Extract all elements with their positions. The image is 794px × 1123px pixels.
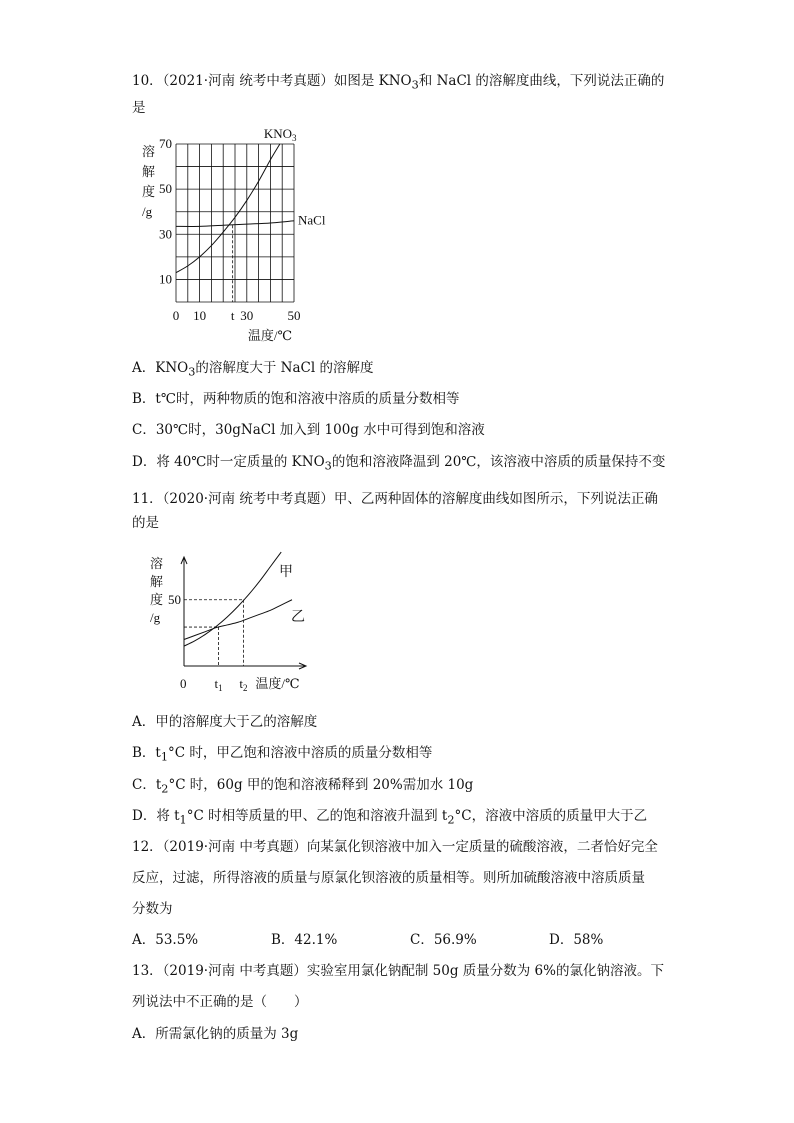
q10-option-b: B．t℃时，两种物质的饱和溶液中溶质的质量分数相等	[132, 391, 460, 407]
option-text: A．KNO	[132, 360, 189, 376]
kno3-legend-label: $KNO_3$	[263, 126, 297, 143]
y-tick-label: 50	[159, 181, 172, 197]
x-tick-label: $t_2$	[239, 676, 248, 693]
jia-curve	[184, 552, 281, 646]
y-axis-label-char: 解	[150, 574, 164, 589]
jia-legend-label: 甲	[279, 565, 293, 580]
q13-stem-line2: 列说法中不正确的是（ ）	[132, 994, 308, 1010]
option-text: 的饱和溶液降温到 20℃，该溶液中溶质的质量保持不变	[331, 454, 666, 470]
q11-option-a: A．甲的溶解度大于乙的溶解度	[132, 714, 318, 730]
subscript: 1	[179, 813, 187, 827]
x-axis-label: 温度/℃	[255, 676, 300, 691]
q11-stem-line1: 11．（2020·河南 统考中考真题）甲、乙两种固体的溶解度曲线如图所示，下列说法正确	[132, 491, 658, 507]
q12-option-c: C．56.9%	[410, 932, 477, 948]
y-axis-label	[142, 144, 155, 219]
y-tick-labels	[159, 136, 172, 286]
subscript: 3	[324, 459, 332, 473]
yi-legend-label: 乙	[291, 610, 305, 625]
q11-option-c	[132, 775, 473, 800]
q10-stem-line2: 是	[132, 100, 146, 116]
option-text: °C，溶液中溶质的质量甲大于乙	[454, 808, 648, 824]
x-tick-label: 0	[172, 308, 180, 323]
x-tick-label: 10	[193, 308, 207, 323]
x-tick-label: 30	[240, 308, 254, 323]
x-tick-labels	[180, 676, 248, 693]
y-tick-50: 50	[168, 591, 181, 607]
y-axis-label-char: 解	[142, 164, 156, 179]
q12-stem-line2: 反应，过滤，所得溶液的质量与原氯化钡溶液的质量相等。则所加硫酸溶液中溶质质量	[132, 870, 645, 886]
x-tick-label-t: t	[230, 308, 235, 323]
q10-stem-text: 和 NaCl 的溶解度曲线，下列说法正确的	[418, 73, 665, 89]
y-axis-label-char: 溶	[150, 556, 164, 571]
jia-yi-solubility-chart	[140, 548, 340, 698]
q12-option-b: B．42.1%	[271, 932, 338, 948]
q10-option-c: C．30℃时，30gNaCl 加入到 100g 水中可得到饱和溶液	[132, 422, 485, 438]
y-axis-label-char: 溶	[142, 144, 156, 159]
y-axis-label-char: /g	[150, 610, 161, 625]
q12-option-a: A．53.5%	[132, 932, 199, 948]
option-text: B．t	[132, 745, 161, 761]
y-tick-label: 10	[159, 271, 172, 287]
y-tick-label: 30	[159, 226, 172, 242]
kno3-nacl-solubility-chart	[140, 122, 340, 347]
option-text: °C 时，60g 甲的饱和溶液稀释到 20%需加水 10g	[168, 777, 474, 793]
y-axis-label	[150, 556, 163, 625]
x-tick-labels	[173, 308, 301, 323]
x-tick-label: $t_1$	[214, 676, 223, 693]
option-text: 的溶解度大于 NaCl 的溶解度	[195, 360, 374, 376]
q13-option-a: A．所需氯化钠的质量为 3g	[132, 1026, 299, 1042]
option-text: D．将 40℃时一定质量的 KNO	[132, 454, 325, 470]
nacl-legend-label: NaCl	[298, 212, 326, 228]
q10-option-d	[132, 452, 665, 477]
x-tick-label: 50	[287, 308, 301, 323]
q11-option-b	[132, 743, 432, 768]
x-axis-label: 温度/℃	[247, 328, 293, 343]
q12-option-d: D．58%	[549, 932, 604, 948]
q11-stem-line2: 的是	[132, 515, 159, 531]
option-text: C．t	[132, 777, 162, 793]
q12-stem-line1: 12．（2019·河南 中考真题）向某氯化钡溶液中加入一定质量的硫酸溶液，二者恰好完全	[132, 839, 658, 855]
subscript: 3	[188, 365, 196, 379]
option-text: °C 时相等质量的甲、乙的饱和溶液升温到 t	[186, 808, 448, 824]
x-tick-label: 0	[180, 676, 187, 691]
kno3-curve	[176, 144, 280, 273]
q12-stem-line3: 分数为	[132, 901, 173, 917]
q11-option-d	[132, 806, 647, 831]
q10-stem-text: 10．（2021·河南 统考中考真题）如图是 KNO	[132, 73, 412, 89]
y-tick-label: 70	[159, 136, 172, 151]
q10-option-a	[132, 358, 373, 383]
subscript: 2	[161, 782, 169, 796]
y-axis-label-char: /g	[142, 204, 153, 219]
y-axis-label-char: 度	[142, 184, 156, 199]
subscript: 2	[447, 813, 455, 827]
y-axis-label-char: 度	[150, 592, 164, 607]
subscript: 1	[160, 750, 169, 764]
q10-stem-line1	[132, 71, 664, 96]
option-text: D．将 t	[132, 808, 180, 824]
option-text: °C 时，甲乙饱和溶液中溶质的质量分数相等	[168, 745, 433, 761]
q13-stem-line1: 13．（2019·河南 中考真题）实验室用氯化钠配制 50g 质量分数为 6%的氯化钠溶液。下	[132, 963, 664, 979]
subscript: 3	[411, 78, 419, 92]
